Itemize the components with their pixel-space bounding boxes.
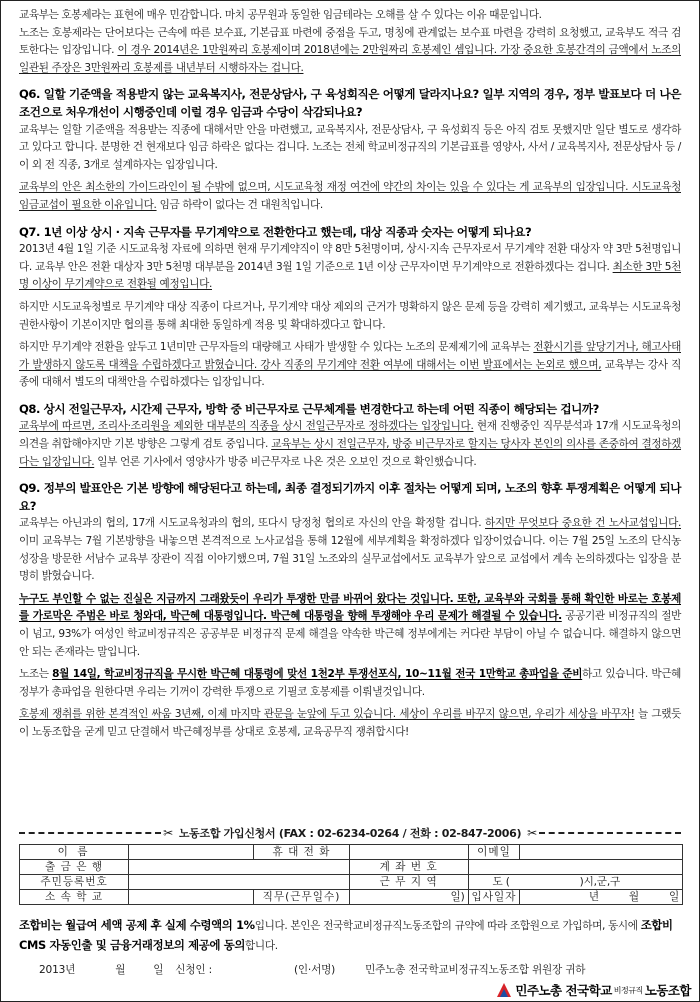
q7-section [19, 224, 681, 392]
recipient-label: 민주노총 전국학교비정규직노동조합 위원장 귀하 [365, 964, 586, 976]
work-region-field[interactable] [468, 875, 682, 890]
name-field[interactable] [129, 845, 254, 860]
q9-answer-3-bold: 8월 14일, 학교비정규직을 무시한 박근혜 대통령에 맞선 1천2부 투쟁선포식, 10~11월 전국 1만학교 총파업을 준비 [52, 668, 583, 681]
year-label: 년 [588, 891, 599, 903]
school-label: 소 속 학 교 [20, 890, 129, 905]
q8-answer [19, 418, 681, 471]
q7-answer-1 [19, 241, 681, 294]
bank-field[interactable] [129, 860, 350, 875]
intro-text: 교육부는 호봉제라는 표현에 매우 민감합니다. 마치 공무원과 동일한 임금테라는 오해를 살 수 있다는 이유 때문입니다. [19, 9, 542, 21]
union-footer [497, 981, 691, 999]
account-label: 계 좌 번 호 [349, 860, 468, 875]
notice-text-1: 입니다. 본인은 전국학교비정규직노동조합의 규약에 따라 조합원으로 가입하며, 동시에 [254, 920, 641, 932]
notice-bold-1: 조합비는 월급여 세액 공제 후 실제 수령액의 1% [19, 918, 255, 932]
document-body [19, 7, 681, 742]
sign-month: 월 [115, 964, 126, 976]
region-city: )시,군,구 [579, 876, 621, 888]
phone-label: 휴 대 전 화 [254, 845, 350, 860]
cut-line [19, 825, 681, 841]
q9-underlined: 하지만 무엇보다 중요한 건 노사교섭입니다. [485, 517, 681, 530]
form-row-school [20, 890, 683, 905]
q8-answer-end: 일부 언론 기사에서 영양사가 방중 비근무자로 나온 것은 오보인 것으로 확인했습니다. [94, 455, 477, 468]
q6-underlined: 교육부의 안은 최소한의 가이드라인이 될 수밖에 없으며, 시도교육청 재정 여건에 약간의 차이는 있을 수 있다는 게 교육부의 입장입니다. 시도교육청 임금교섭이 필요한 이유입니다. [19, 181, 681, 211]
form-row-rrn [20, 875, 683, 890]
q9-section [19, 480, 681, 741]
intro-section [19, 7, 681, 77]
account-field[interactable] [468, 860, 682, 875]
q6-question: Q6. 일할 기준액을 적용받지 않는 교육복지사, 전문상담사, 구 육성회직은 어떻게 달라지나요? 일부 지역의 경우, 정부 발표보다 더 나은 조건으로 처우개선이 시행중인데 이럴 경우 임금과 수당이 삭감되나요? [19, 87, 681, 119]
q9-answer-2 [19, 591, 681, 661]
rrn-label: 주민등록번호 [20, 875, 129, 890]
q6-answer-2-end: 임금 하락이 없다는 건 대원칙입니다. [156, 198, 323, 211]
union-logo-icon [497, 983, 511, 997]
join-date-label: 입사일자 [468, 890, 520, 905]
q7-answer-3-end: 교육부는 강사 직종에 대해서 별도의 대책안을 수립하겠다는 입장입니다. [19, 358, 681, 389]
membership-form [19, 844, 683, 905]
q8-underlined-1: 교육부에 따르면, 조리사·조리원을 제외한 대부분의 직종을 상시 전일근무자로 정하겠다는 입장입니다. [19, 420, 474, 433]
q7-answer-1-text: 2013년 4월 1일 기준 시도교육청 자료에 의하면 현재 무기계약직이 약 8만 5천명이며, 상시·지속 근무자로서 무기계약 전환 대상자 약 3만 5천명입니다. 교육부 안은 전환 대상자 3만 5천명 대부분을 2014년 3월 1일 기준으로 1년 이상 근무자이면 무기계약으로 전환하겠다는 겁니다. [19, 243, 681, 273]
q8-question: Q8. 상시 전일근무자, 시간제 근무자, 방학 중 비근무자로 근무체계를 변경한다고 하는데 어떤 직종이 해당되는 겁니까? [19, 401, 599, 416]
q8-answer-mid: 현재 진행중인 직무분석과 17개 시도교육청의 의견을 취합해야지만 기본 방향은 그렇게 검토 중입니다. [19, 420, 681, 451]
q9-answer-3 [19, 666, 681, 701]
footer-text-2: 비정규직 [613, 985, 643, 995]
email-field[interactable] [520, 845, 683, 860]
scissors-icon: ✂ [527, 826, 537, 840]
month-label: 월 [628, 891, 639, 903]
job-label: 직무(근무일수) [254, 890, 350, 905]
q9-bold-underlined: 누구도 부인할 수 없는 진실은 지금까지 그래왔듯이 우리가 투쟁한 만큼 바뀌어 왔다는 것입니다. 또한, 교육부와 국회를 통해 확인한 바로는 호봉제를 가로막은 주범은 바로 청와대, 박근혜 대통령입니다. 박근혜 대통령을 향해 투쟁해야 우리 문제가 해결될 수 있습니다. [19, 592, 681, 623]
dashed-line [19, 832, 161, 834]
scissors-icon: ✂ [163, 826, 173, 840]
work-region-label: 근 무 지 역 [349, 875, 468, 890]
dashed-line [539, 832, 681, 834]
intro-underlined: 이 경우 2014년은 1만원짜리 호봉제이며 2018년에는 2만원짜리 호봉제인 셈입니다. 가장 중요한 호봉간격의 금액에서 노조의 일관된 주장은 3만원짜리 호봉제를 내년부터 시행하자는 겁니다. [19, 44, 681, 74]
q7-answer-3-text: 하지만 무기계약 전환을 앞두고 1년미만 근무자들의 대량해고 사태가 발생할 수 있다는 노조의 문제제기에 교육부는 [19, 341, 534, 354]
days-suffix: 일) [450, 891, 465, 903]
q9-answer-4-end: 늘 그랬듯이 노동조합을 굳게 믿고 단결해서 박근혜정부를 상대로 호봉제, 교육공무직 쟁취합시다! [19, 708, 681, 738]
q9-answer-2-end: 공공기관 비정규직의 절반이 넘고, 93%가 여성인 학교비정규직은 공공부문 비정규직 문제 해결을 약속한 박근혜 정부에게는 커다란 부담이 아닐 수 없습니다. 해결하지 않으면 안 되는 존재라는 말입니다. [19, 610, 681, 658]
q9-answer-1-end: 이미 교육부는 7월 기본방향을 내놓으면 본격적으로 노사교섭을 통해 12월에 세부계획을 확정하겠다 입장이었습니다. 이는 7월 25일 노조의 단식농성장을 방문한 서남수 교육부 장관이 직접 이야기했으며, 7월 31일 노조와의 실무교섭에서도 교육부가 앞으로 교섭에서 계속 논의하겠다는 입장을 분명히 밝혔습니다. [19, 535, 681, 583]
day-label: 일 [668, 891, 679, 903]
region-do: 도 ( [492, 876, 510, 888]
intro-text-2: 노조는 호봉제라는 단어보다는 근속에 따른 보수표, 기본급표 마련에 중점을 두고, 명칭에 관계없는 보수표 마련을 강력히 요청했고, 교육부도 적극 검토한다는 입장입니다. [19, 26, 681, 57]
q9-answer-3-end: 하고 있습니다. 박근혜 정부가 총파업을 원한다면 우리는 기꺼이 강력한 투쟁으로 기필코 호봉제를 이뤄낼것입니다. [19, 668, 681, 698]
job-field[interactable] [349, 890, 468, 905]
q7-question: Q7. 1년 이상 상시 · 지속 근무자를 무기계약으로 전환한다고 했는데, 대상 직종과 숫자는 어떻게 되나요? [19, 224, 532, 239]
name-label: 이 름 [20, 845, 129, 860]
sign-year: 2013년 [39, 964, 76, 976]
footer-text-3: 노동조합 [644, 983, 691, 998]
q9-answer-1-text: 교육부는 아닌과의 협의, 17개 시도교육청과의 협의, 또다시 당정청 협의로 자신의 안을 확정할 겁니다. [19, 517, 486, 530]
q7-answer-2: 하지만 시도교육청별로 무기계약 대상 직종이 다르거나, 무기계약 대상 제외의 근거가 명확하지 않은 문제 등을 강력히 제기했고, 교육부는 시도교육청 권한사항이 기본이지만 협의를 통해 최대한 동일하게 적용 및 확대하겠다고 합니다. [19, 300, 681, 331]
sign-day: 일 [153, 964, 164, 976]
membership-notice [19, 916, 681, 956]
q7-underlined: 최소한 3만 5천명 이상이 무기계약으로 전환될 예정입니다. [19, 260, 681, 291]
q9-answer-3-pre: 노조는 [19, 668, 53, 681]
q9-answer-1 [19, 515, 681, 585]
q6-answer-2 [19, 179, 681, 214]
paragraph [19, 7, 681, 77]
q8-underlined-2: 교육부는 상시 전일근무자, 방중 비근무자로 할지는 당사자 본인의 의사를 존중하여 결정하겠다는 입장입니다. [19, 438, 681, 468]
school-field[interactable] [129, 890, 254, 905]
q9-question: Q9. 정부의 발표안은 기본 방향에 해당된다고 하는데, 최종 결정되기까지 이후 절차는 어떻게 되며, 노조의 향후 투쟁계획은 어떻게 되나요? [19, 481, 681, 513]
join-date-field[interactable] [520, 890, 683, 905]
notice-text-2: 합니다. [245, 940, 278, 952]
form-row-bank [20, 860, 683, 875]
email-label: 이메일 [468, 845, 520, 860]
q7-answer-3-underlined: 전환시기를 앞당기거나, 해고사태가 발생하지 않도록 대책을 수립하겠다고 밝혔습니다. 강사 직종의 무기계약 전환 여부에 대해서는 이번 발표에서는 논외로 했으며, [19, 341, 681, 371]
seal-label: (인·서명) [293, 964, 336, 976]
q9-answer-4 [19, 706, 681, 741]
rrn-field[interactable] [129, 875, 350, 890]
phone-field[interactable] [349, 845, 468, 860]
q7-answer-3 [19, 339, 681, 392]
q6-section [19, 86, 681, 214]
q9-answer-4-underlined: 호봉제 쟁취를 위한 본격적인 싸움 3년째, 이제 마지막 관문을 눈앞에 두고 있습니다. 세상이 우리를 바꾸지 않으면, 우리가 세상을 바꾸자! [19, 708, 635, 721]
q6-answer-1: 교육부는 일할 기준액을 적용받는 직종에 대해서만 안을 마련했고, 교육복지사, 전문상담사, 구 육성회직 등은 아직 검토 못했지만 일단 별도로 생각하고 있다고 합니다. 분명한 건 현재보다 임금 하락은 없다는 겁니다. 노조는 전체 학교비정규직의 기본급표를 영양사, 사서 / 교육복지사, 전문상담사 등 / 이 외 전 직종, 3개로 설계하자는 입장입니다. [19, 123, 681, 171]
form-header: 노동조합 가입신청서 (FAX : 02-6234-0264 / 전화 : 02-847-2006) [178, 827, 522, 840]
signature-line [19, 962, 681, 977]
q8-section [19, 401, 681, 471]
form-row-name [20, 845, 683, 860]
bank-label: 출 금 은 행 [20, 860, 129, 875]
applicant-label: 신청인 : [175, 964, 212, 976]
footer-text-1: 민주노총 전국학교 [515, 983, 612, 998]
notice-bold-2: 조합비 CMS 자동인출 및 금융거래정보의 제공에 동의 [19, 918, 673, 952]
